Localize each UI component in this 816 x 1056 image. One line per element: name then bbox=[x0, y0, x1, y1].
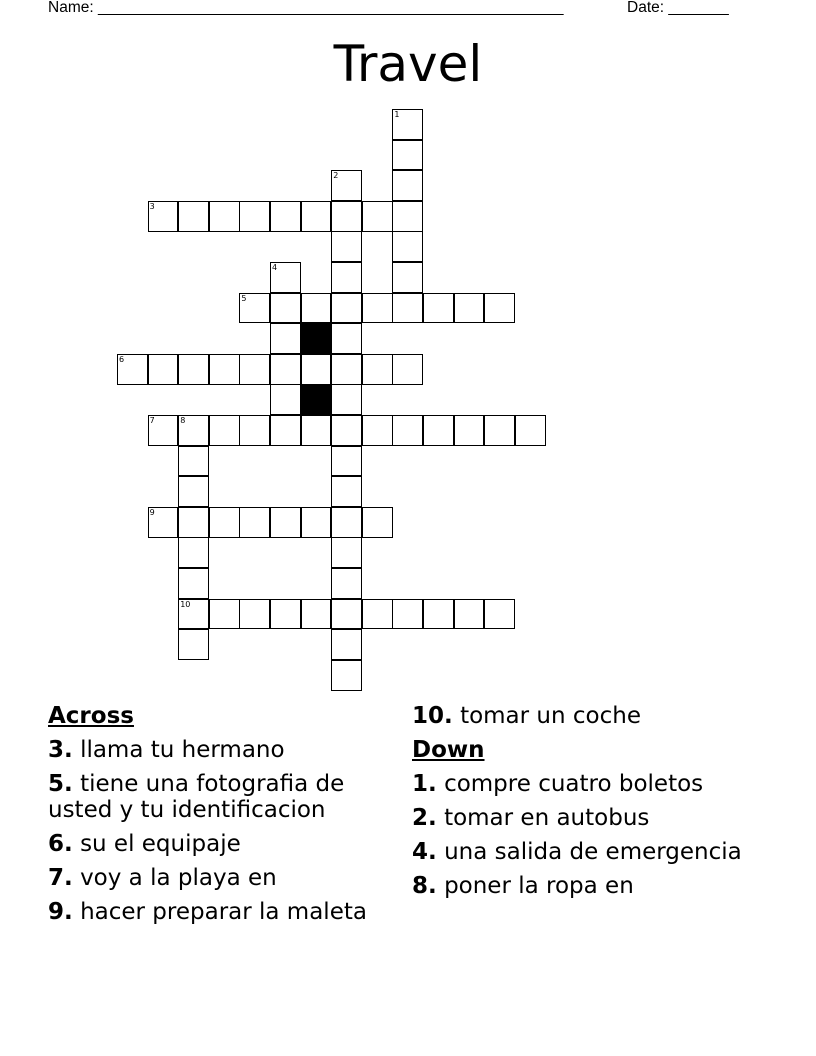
crossword-cell[interactable] bbox=[270, 262, 301, 293]
crossword-cell[interactable] bbox=[484, 415, 515, 446]
crossword-cell[interactable] bbox=[423, 415, 454, 446]
crossword-cell[interactable] bbox=[148, 201, 179, 232]
crossword-cell[interactable] bbox=[270, 415, 301, 446]
crossword-cell[interactable] bbox=[148, 507, 179, 538]
crossword-cell[interactable] bbox=[178, 446, 209, 477]
crossword-cell[interactable] bbox=[178, 629, 209, 660]
crossword-cell[interactable] bbox=[239, 201, 270, 232]
crossword-cell[interactable] bbox=[331, 568, 362, 599]
clue-number: 4. bbox=[412, 838, 437, 865]
crossword-cell[interactable] bbox=[362, 507, 393, 538]
clue-text: una salida de emergencia bbox=[444, 838, 742, 865]
crossword-cell[interactable] bbox=[331, 660, 362, 691]
crossword-cell[interactable] bbox=[392, 201, 423, 232]
crossword-cell[interactable] bbox=[362, 415, 393, 446]
clue-number-label: 9 bbox=[149, 507, 155, 517]
crossword-cell[interactable] bbox=[239, 293, 270, 324]
crossword-cell[interactable] bbox=[423, 293, 454, 324]
crossword-cell[interactable] bbox=[331, 293, 362, 324]
crossword-cell[interactable] bbox=[178, 415, 209, 446]
crossword-cell[interactable] bbox=[362, 599, 393, 630]
crossword-cell[interactable] bbox=[209, 201, 240, 232]
crossword-cell[interactable] bbox=[239, 507, 270, 538]
clue-number-label: 5 bbox=[241, 293, 247, 303]
clue-number-label: 10 bbox=[180, 599, 191, 609]
crossword-cell[interactable] bbox=[331, 629, 362, 660]
crossword-cell[interactable] bbox=[331, 507, 362, 538]
crossword-cell[interactable] bbox=[117, 354, 148, 385]
crossword-cell[interactable] bbox=[301, 201, 332, 232]
clue-number-label: 2 bbox=[333, 171, 339, 181]
crossword-cell[interactable] bbox=[178, 507, 209, 538]
crossword-cell[interactable] bbox=[270, 201, 301, 232]
clue-number: 1. bbox=[412, 770, 437, 797]
clue-text: tiene una fotografia de usted y tu identificacion bbox=[48, 770, 345, 823]
clue-number: 10. bbox=[412, 703, 453, 729]
crossword-cell[interactable] bbox=[454, 293, 485, 324]
crossword-cell[interactable] bbox=[484, 599, 515, 630]
crossword-cell[interactable] bbox=[301, 507, 332, 538]
clue-down-1 bbox=[412, 771, 802, 798]
crossword-cell[interactable] bbox=[178, 599, 209, 630]
clue-text: poner la ropa en bbox=[444, 872, 634, 899]
clues-left-column bbox=[48, 703, 413, 933]
name-field-label: Name: ______________________________________________________ bbox=[48, 0, 564, 16]
crossword-cell[interactable] bbox=[362, 354, 393, 385]
clue-number-label: 3 bbox=[149, 201, 155, 211]
clue-text: su el equipaje bbox=[80, 831, 241, 857]
down-heading: Down bbox=[412, 737, 485, 763]
crossword-cell[interactable] bbox=[270, 599, 301, 630]
crossword-cell[interactable] bbox=[209, 599, 240, 630]
clue-across-10 bbox=[412, 703, 802, 730]
clues-right-column bbox=[412, 703, 802, 907]
crossword-cell[interactable] bbox=[392, 599, 423, 630]
crossword-cell[interactable] bbox=[209, 415, 240, 446]
crossword-cell[interactable] bbox=[484, 293, 515, 324]
crossword-cell[interactable] bbox=[331, 231, 362, 262]
clue-number: 8. bbox=[412, 872, 437, 899]
crossword-cell[interactable] bbox=[331, 170, 362, 201]
clue-text: compre cuatro boletos bbox=[444, 770, 704, 797]
clue-number: 7. bbox=[48, 865, 73, 891]
crossword-cell[interactable] bbox=[331, 415, 362, 446]
crossword-cell[interactable] bbox=[392, 262, 423, 293]
clue-text: hacer preparar la maleta bbox=[80, 899, 367, 925]
black-square bbox=[301, 323, 332, 354]
crossword-cell[interactable] bbox=[454, 415, 485, 446]
crossword-cell[interactable] bbox=[178, 537, 209, 568]
clue-across-3 bbox=[48, 737, 413, 764]
crossword-cell[interactable] bbox=[331, 537, 362, 568]
crossword-cell[interactable] bbox=[331, 599, 362, 630]
crossword-cell[interactable] bbox=[301, 599, 332, 630]
crossword-cell[interactable] bbox=[301, 415, 332, 446]
across-heading: Across bbox=[48, 703, 134, 729]
crossword-cell[interactable] bbox=[331, 476, 362, 507]
crossword-cell[interactable] bbox=[362, 293, 393, 324]
crossword-cell[interactable] bbox=[209, 354, 240, 385]
crossword-cell[interactable] bbox=[148, 354, 179, 385]
clue-number-label: 6 bbox=[119, 354, 125, 364]
crossword-cell[interactable] bbox=[178, 354, 209, 385]
crossword-cell[interactable] bbox=[178, 568, 209, 599]
clue-across-5 bbox=[48, 771, 413, 824]
clue-text: voy a la playa en bbox=[80, 865, 277, 891]
crossword-cell[interactable] bbox=[392, 231, 423, 262]
clue-number: 9. bbox=[48, 899, 73, 925]
clue-number-label: 1 bbox=[394, 110, 400, 119]
crossword-cell[interactable] bbox=[239, 599, 270, 630]
clue-number: 3. bbox=[48, 736, 73, 763]
crossword-cell[interactable] bbox=[454, 599, 485, 630]
crossword-cell[interactable] bbox=[301, 293, 332, 324]
clue-number: 5. bbox=[48, 770, 73, 797]
crossword-cell[interactable] bbox=[331, 354, 362, 385]
crossword-cell[interactable] bbox=[392, 354, 423, 385]
clue-across-7 bbox=[48, 865, 413, 892]
clue-down-2 bbox=[412, 805, 802, 832]
crossword-cell[interactable] bbox=[178, 476, 209, 507]
crossword-cell[interactable] bbox=[209, 507, 240, 538]
crossword-cell[interactable] bbox=[270, 293, 301, 324]
crossword-cell[interactable] bbox=[270, 323, 301, 354]
clue-down-4 bbox=[412, 839, 802, 866]
crossword-cell[interactable] bbox=[515, 415, 546, 446]
clue-text: llama tu hermano bbox=[80, 736, 285, 763]
clue-across-6 bbox=[48, 831, 413, 858]
crossword-cell[interactable] bbox=[270, 354, 301, 385]
crossword-cell[interactable] bbox=[392, 293, 423, 324]
crossword-cell[interactable] bbox=[331, 262, 362, 293]
crossword-cell[interactable] bbox=[392, 109, 423, 140]
clue-number-label: 4 bbox=[272, 263, 278, 272]
clue-text: tomar en autobus bbox=[444, 804, 650, 831]
crossword-cell[interactable] bbox=[178, 201, 209, 232]
crossword-cell[interactable] bbox=[392, 170, 423, 201]
clue-down-8 bbox=[412, 873, 802, 900]
crossword-cell[interactable] bbox=[239, 354, 270, 385]
crossword-cell[interactable] bbox=[331, 446, 362, 477]
clue-number: 6. bbox=[48, 831, 73, 857]
crossword-cell[interactable] bbox=[270, 507, 301, 538]
crossword-cell[interactable] bbox=[392, 415, 423, 446]
clue-number: 2. bbox=[412, 804, 437, 831]
black-square bbox=[301, 384, 332, 415]
crossword-cell[interactable] bbox=[423, 599, 454, 630]
crossword-cell[interactable] bbox=[148, 415, 179, 446]
clue-text: tomar un coche bbox=[460, 703, 641, 729]
crossword-cell[interactable] bbox=[301, 354, 332, 385]
crossword-cell[interactable] bbox=[331, 201, 362, 232]
crossword-cell[interactable] bbox=[331, 384, 362, 415]
page-title: Travel bbox=[333, 35, 483, 93]
crossword-cell[interactable] bbox=[362, 201, 393, 232]
crossword-cell[interactable] bbox=[239, 415, 270, 446]
clue-number-label: 8 bbox=[180, 416, 186, 425]
clue-across-9 bbox=[48, 899, 413, 926]
date-field-label: Date: _______ bbox=[627, 0, 729, 16]
crossword-cell[interactable] bbox=[331, 323, 362, 354]
crossword-cell[interactable] bbox=[392, 140, 423, 171]
crossword-cell[interactable] bbox=[270, 384, 301, 415]
clue-number-label: 7 bbox=[149, 416, 155, 425]
